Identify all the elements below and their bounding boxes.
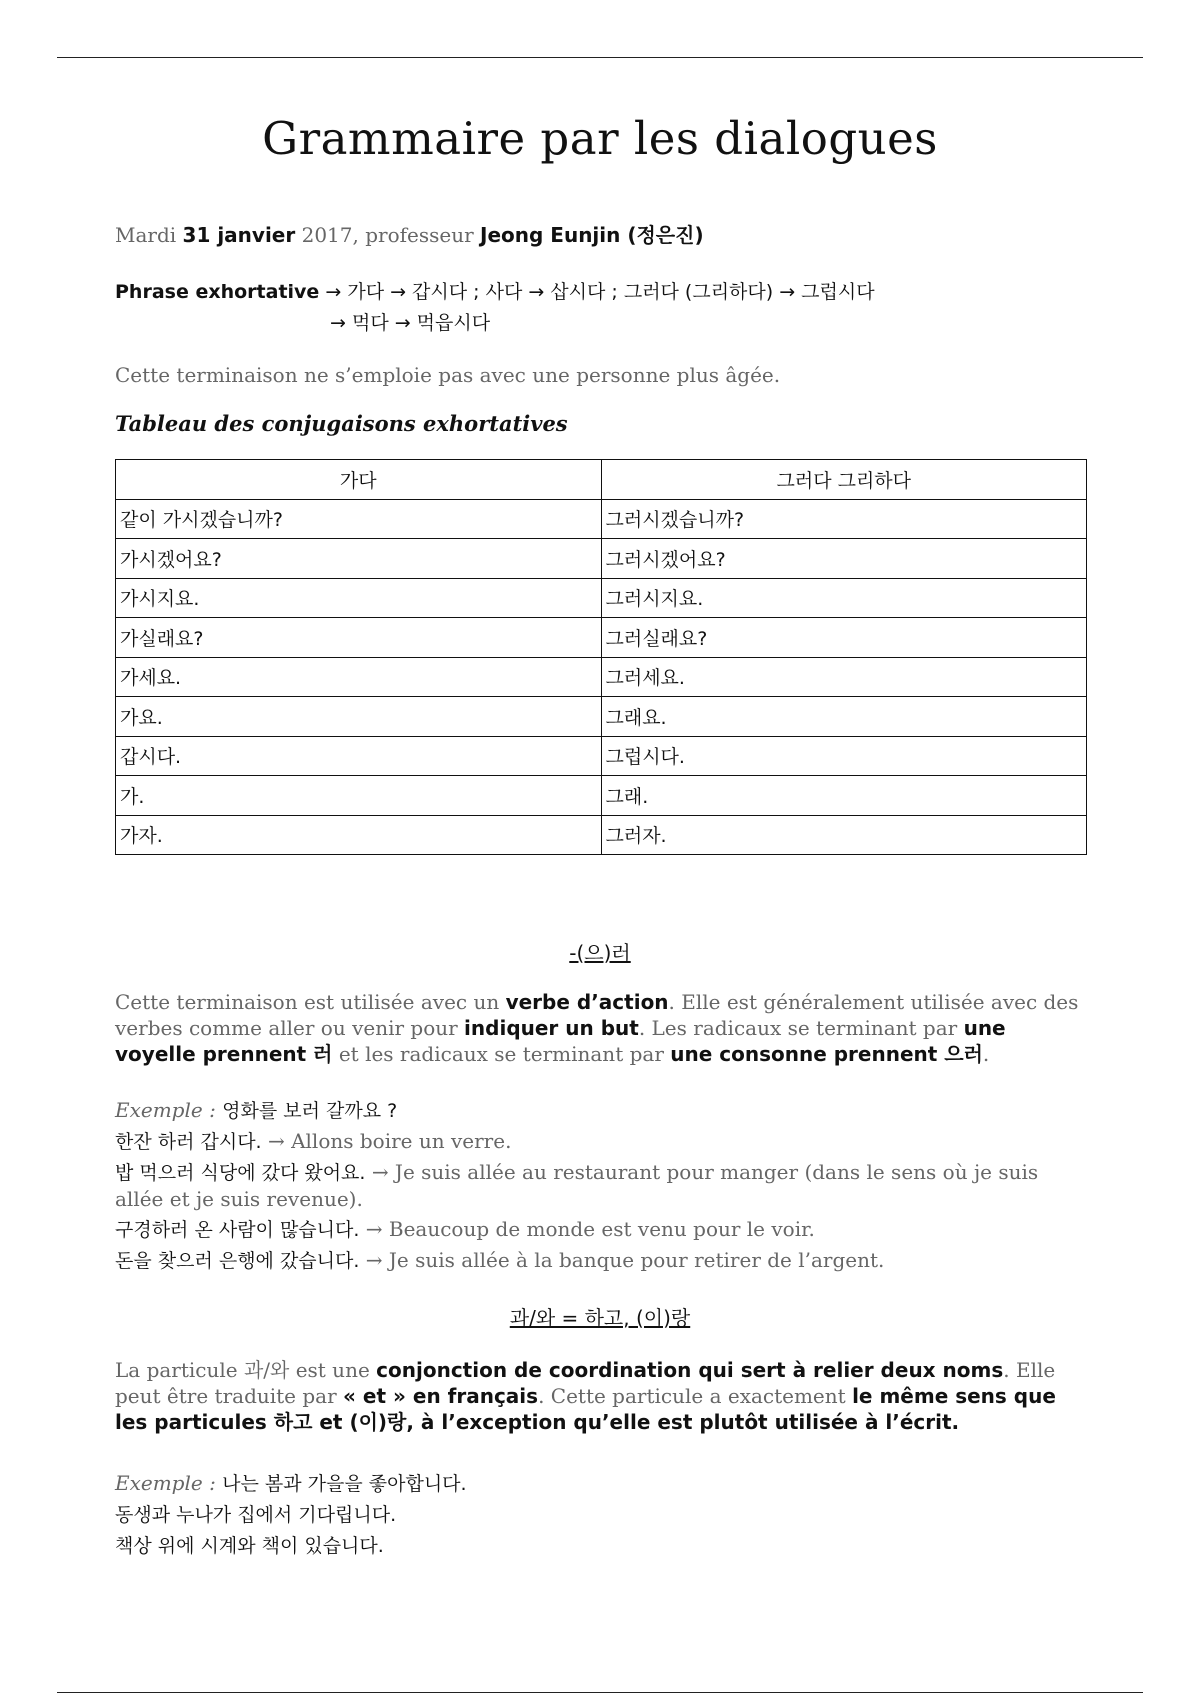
meta-teacher: Jeong Eunjin (정은진) [480, 223, 704, 247]
section-2-examples [115, 1470, 1090, 1563]
example-line [115, 1501, 1090, 1528]
table-cell: 그러시겠습니까? [601, 499, 1087, 539]
section-1-paragraph [115, 989, 1090, 1067]
para-text: . [982, 1042, 990, 1066]
example-korean: 돈을 찾으러 은행에 갔습니다. [115, 1250, 360, 1272]
example-korean: 책상 위에 시계와 책이 있습니다. [115, 1535, 384, 1557]
table-cell: 그래. [601, 776, 1087, 816]
example-translation: → Je suis allée au restaurant pour manger (dans le sens où je suis allée et je suis revenue). [115, 1160, 1039, 1211]
table-cell: 가시겠어요? [116, 539, 602, 579]
example-line [115, 1097, 1090, 1124]
table-row [116, 815, 1087, 855]
table-cell: 그럽시다. [601, 736, 1087, 776]
example-line [115, 1247, 1090, 1274]
example-translation: → Beaucoup de monde est venu pour le voir. [365, 1217, 815, 1241]
meta-year-prof: 2017, professeur [301, 223, 474, 247]
para-emphasis: conjonction de coordination qui sert à relier deux noms [376, 1358, 1004, 1382]
example-korean: 동생과 누나가 집에서 기다립니다. [115, 1504, 397, 1526]
table-cell: 그래요. [601, 697, 1087, 737]
table-row [116, 618, 1087, 658]
table-cell: 같이 가시겠습니까? [116, 499, 602, 539]
page-title: Grammaire par les dialogues [262, 112, 938, 165]
example-translation: → Allons boire un verre. [267, 1129, 512, 1153]
table-row [116, 776, 1087, 816]
para-emphasis: le même sens que les particules 하고 et (이)랑, à l’exception qu’elle est plutôt utilisée à l’écrit. [115, 1384, 1056, 1434]
table-cell: 그러세요. [601, 657, 1087, 697]
para-text: La particule 과/와 est une [115, 1358, 370, 1382]
exhortative-line-2: → 먹다 → 먹읍시다 [330, 312, 491, 334]
example-label: Exemple : [115, 1098, 216, 1122]
table-row [116, 736, 1087, 776]
example-line [115, 1159, 1090, 1212]
para-text: . Cette particule a exactement [538, 1384, 846, 1408]
section-heading-euro: -(으)러 [569, 941, 631, 965]
example-korean: 영화를 보러 갈까요 ? [222, 1100, 398, 1122]
table-title: Tableau des conjugaisons exhortatives [115, 411, 568, 436]
example-line [115, 1128, 1090, 1155]
example-label: Exemple : [115, 1471, 216, 1495]
table-row [116, 578, 1087, 618]
table-cell: 가요. [116, 697, 602, 737]
table-cell: 가자. [116, 815, 602, 855]
table-row [116, 539, 1087, 579]
table-cell: 가. [116, 776, 602, 816]
exhortative-line-1 [115, 279, 1090, 305]
lesson-meta [115, 222, 1090, 248]
para-text: . Elle peut être traduite par [115, 1358, 1056, 1408]
example-translation: → Je suis allée à la banque pour retirer de l’argent. [365, 1248, 885, 1272]
meta-day: Mardi [115, 223, 177, 247]
table-row [116, 499, 1087, 539]
table-cell: 가세요. [116, 657, 602, 697]
table-cell: 그러자. [601, 815, 1087, 855]
table-cell: 그러실래요? [601, 618, 1087, 658]
para-emphasis: « et » en français [343, 1384, 539, 1408]
example-korean: 나는 봄과 가을을 좋아합니다. [222, 1473, 467, 1495]
example-korean: 밥 먹으러 식당에 갔다 왔어요. [115, 1162, 366, 1184]
table-cell: 가실래요? [116, 618, 602, 658]
exhortative-label: Phrase exhortative [115, 281, 320, 303]
table-cell: 그러시지요. [601, 578, 1087, 618]
para-text: et les radicaux se terminant par [338, 1042, 664, 1066]
para-emphasis: une voyelle prennent 러 [115, 1016, 1006, 1066]
para-text: . Elle est généralement utilisée avec des verbes comme aller ou venir pour [115, 990, 1079, 1040]
section-heading-gwa-wa: 과/와 = 하고, (이)랑 [509, 1306, 691, 1330]
example-korean: 구경하러 온 사람이 많습니다. [115, 1219, 360, 1241]
example-line [115, 1470, 1090, 1497]
table-header-cell: 그러다 그리하다 [601, 460, 1087, 500]
example-line [115, 1216, 1090, 1243]
bottom-rule [57, 1692, 1143, 1693]
para-text: . Les radicaux se terminant par [638, 1016, 958, 1040]
table-cell: 갑시다. [116, 736, 602, 776]
table-header-cell: 가다 [116, 460, 602, 500]
para-text: Cette terminaison est utilisée avec un [115, 990, 500, 1014]
exhortative-examples-1: → 가다 → 갑시다 ; 사다 → 삽시다 ; 그러다 (그리하다) → 그럽시다 [325, 281, 875, 303]
para-emphasis: une consonne prennent 으러 [670, 1042, 983, 1066]
meta-date: 31 janvier [182, 223, 296, 247]
para-emphasis: verbe d’action [505, 990, 669, 1014]
table-cell: 그러시겠어요? [601, 539, 1087, 579]
usage-note: Cette terminaison ne s’emploie pas avec une personne plus âgée. [115, 363, 781, 387]
section-2-paragraph [115, 1357, 1090, 1435]
conjugation-table [115, 459, 1087, 855]
para-emphasis: indiquer un but [464, 1016, 639, 1040]
table-header-row [116, 460, 1087, 500]
table-cell: 가시지요. [116, 578, 602, 618]
table-row [116, 697, 1087, 737]
example-line [115, 1532, 1090, 1559]
example-korean: 한잔 하러 갑시다. [115, 1131, 262, 1153]
section-1-examples [115, 1097, 1090, 1278]
top-rule [57, 57, 1143, 58]
table-row [116, 657, 1087, 697]
